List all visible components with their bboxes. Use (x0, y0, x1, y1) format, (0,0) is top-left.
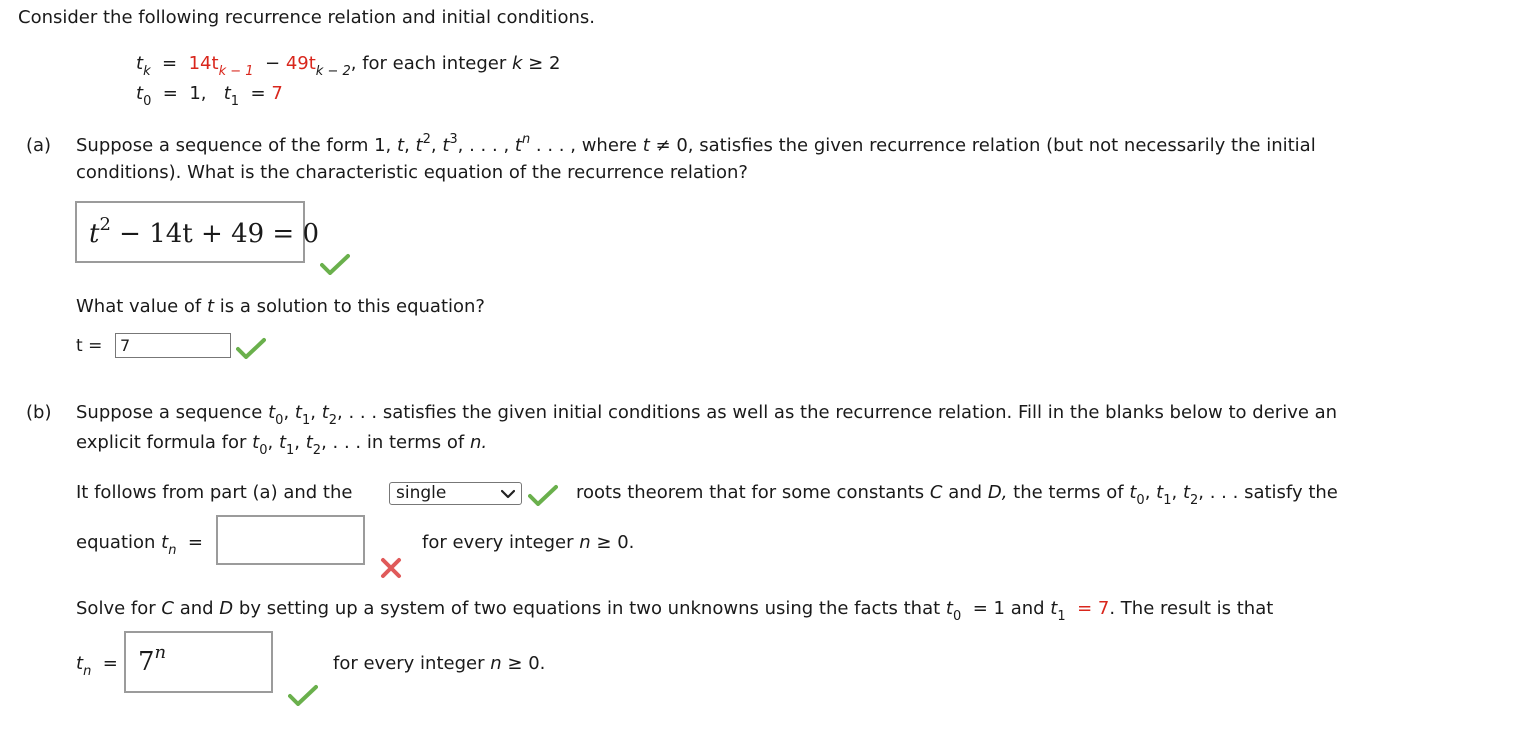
recurrence-tail-var: k (511, 53, 523, 74)
part-a-line1: Suppose a sequence of the form 1, t, $t^2$, $t^3$, . . . , $t^n$ . . . , where t ≠ 0, satisfies the given recurrence relation (but not necessarily the initial (76, 132, 1316, 156)
chevron-down-icon (501, 489, 515, 499)
characteristic-equation-box[interactable] (75, 201, 320, 263)
solve-text-line: Solve for C and D by setting up a system of two equations in two unknowns using the facts that $t_0 = 1$ and $t_1 = 7$. The result is that (76, 598, 1274, 624)
equation-label: equation $t_n$ = (76, 532, 204, 558)
question-start: What value of (76, 296, 202, 317)
part-b-label: (b) (26, 402, 52, 423)
terms-of: the terms of (1013, 482, 1124, 503)
t0-eq-val: = 1 (972, 598, 1005, 619)
recurrence-sub2: k − 2 (315, 64, 351, 79)
initial-t0: t (136, 83, 144, 104)
final-tn-label: $t_n$ = (76, 653, 118, 679)
roots-theorem-text: roots theorem that for some constants C and D, the terms of $t_0$, $t_1$, $t_2$, . . . satisfy the (576, 482, 1338, 508)
final-answer (138, 642, 167, 680)
part-a-label: (a) (26, 135, 52, 156)
solve-c: C (161, 598, 174, 619)
equation-rest: − 14t + 49 = 0 (119, 219, 320, 249)
final-exp: n (154, 642, 167, 663)
initial-t1: t (223, 83, 231, 104)
recurrence-eq: = (162, 53, 178, 74)
part-a-t: t (642, 135, 650, 156)
final-base: 7 (138, 647, 155, 677)
initial-v1: 7 (271, 83, 283, 104)
recurrence-tail: , for each integer (350, 53, 507, 74)
seq-tn: t (514, 135, 522, 156)
initial-conditions (136, 82, 283, 108)
check-icon (528, 484, 558, 506)
recurrence-coef2: 49t (285, 53, 316, 74)
x-mark-icon (380, 557, 402, 579)
initial-t0-sub: 0 (143, 94, 152, 109)
n-var-2: n (490, 653, 502, 674)
recurrence-lhs: t (136, 53, 144, 74)
part-b-line2-end: in terms of (366, 432, 465, 453)
every-integer-2 (333, 652, 545, 676)
seq-t2: t (415, 135, 423, 156)
and-text: and (1010, 598, 1045, 619)
n-var: n (579, 532, 591, 553)
solve-for: Solve for (76, 598, 156, 619)
part-b-line2-var: n. (469, 432, 488, 453)
part-a-line2: conditions). What is the characteristic equation of the recurrence relation? (76, 162, 748, 183)
part-b-line1: Suppose a sequence $t_0$, $t_1$, $t_2$, . . . satisfies the given initial conditions as well as the recurrence relation. Fill in the blanks below to derive an (76, 402, 1338, 428)
initial-t1-sub: 1 (230, 94, 240, 109)
solve-mid: by setting up a system of two equations in two unknowns using the facts that (238, 598, 941, 619)
roots-type-select[interactable] (389, 482, 522, 505)
satisfy-text: satisfy the (1244, 482, 1338, 503)
check-icon (236, 337, 266, 359)
tn-answer-input[interactable] (216, 515, 365, 565)
equation-word: equation (76, 532, 156, 553)
part-a-where: where (581, 135, 637, 156)
solve-and: and (179, 598, 214, 619)
recurrence-coef1: 14t (188, 53, 219, 74)
part-b-line2: explicit formula for $t_0$, $t_1$, $t_2$, . . . in terms of n. (76, 432, 488, 458)
tn-eq: = (187, 532, 204, 553)
t-label: t = (76, 336, 103, 356)
every-integer-text: for every integer (422, 532, 574, 553)
part-b-line1-end: satisfies the given initial conditions as well as the recurrence relation. Fill in the blanks below to derive an (382, 402, 1338, 423)
const-c: C (929, 482, 943, 503)
seq-t: t (397, 135, 405, 156)
t-value: 7 (120, 336, 131, 355)
question-end: is a solution to this equation? (219, 296, 485, 317)
roots-text: roots theorem that for some constants (576, 482, 925, 503)
result-text: . The result is that (1109, 598, 1274, 619)
recurrence-relation (136, 52, 560, 78)
t-value-input[interactable] (115, 333, 231, 358)
initial-eq2: = (250, 83, 266, 104)
part-a-question (76, 295, 485, 319)
initial-v0: 1, (189, 83, 207, 104)
roots-type-value: single (396, 483, 447, 503)
initial-eq1: = (162, 83, 178, 104)
ge-zero: ≥ 0. (596, 532, 635, 553)
t1-eq-val: = 7 (1077, 598, 1110, 619)
characteristic-equation: $t^2 - 14t + 49 = 0$ (89, 214, 320, 249)
part-b-line2-start: explicit formula for (76, 432, 247, 453)
check-icon (288, 684, 318, 706)
question-t: t (207, 296, 215, 317)
const-d: D, (987, 482, 1008, 503)
and-word: and (948, 482, 983, 503)
ge-zero-2: ≥ 0. (507, 653, 546, 674)
part-a-text1: Suppose a sequence of the form 1, (76, 135, 392, 156)
check-icon (320, 253, 350, 275)
final-answer-box[interactable] (124, 631, 273, 693)
recurrence-sub1: k − 1 (218, 64, 254, 79)
every-integer-text-2: for every integer (333, 653, 485, 674)
final-tn-eq: = (102, 653, 118, 674)
intro-text: Consider the following recurrence relation and initial conditions. (18, 7, 595, 28)
every-integer-1 (422, 531, 634, 555)
recurrence-lhs-sub: k (143, 64, 151, 79)
seq-t3: t (442, 135, 450, 156)
recurrence-tail-end: ≥ 2 (528, 53, 561, 74)
follows-text: It follows from part (a) and the (76, 482, 353, 503)
recurrence-minus: − (264, 53, 281, 74)
part-a-neq: ≠ 0, satisfies the given recurrence relation (but not necessarily the initial (655, 135, 1316, 156)
part-b-line1-start: Suppose a sequence (76, 402, 263, 423)
